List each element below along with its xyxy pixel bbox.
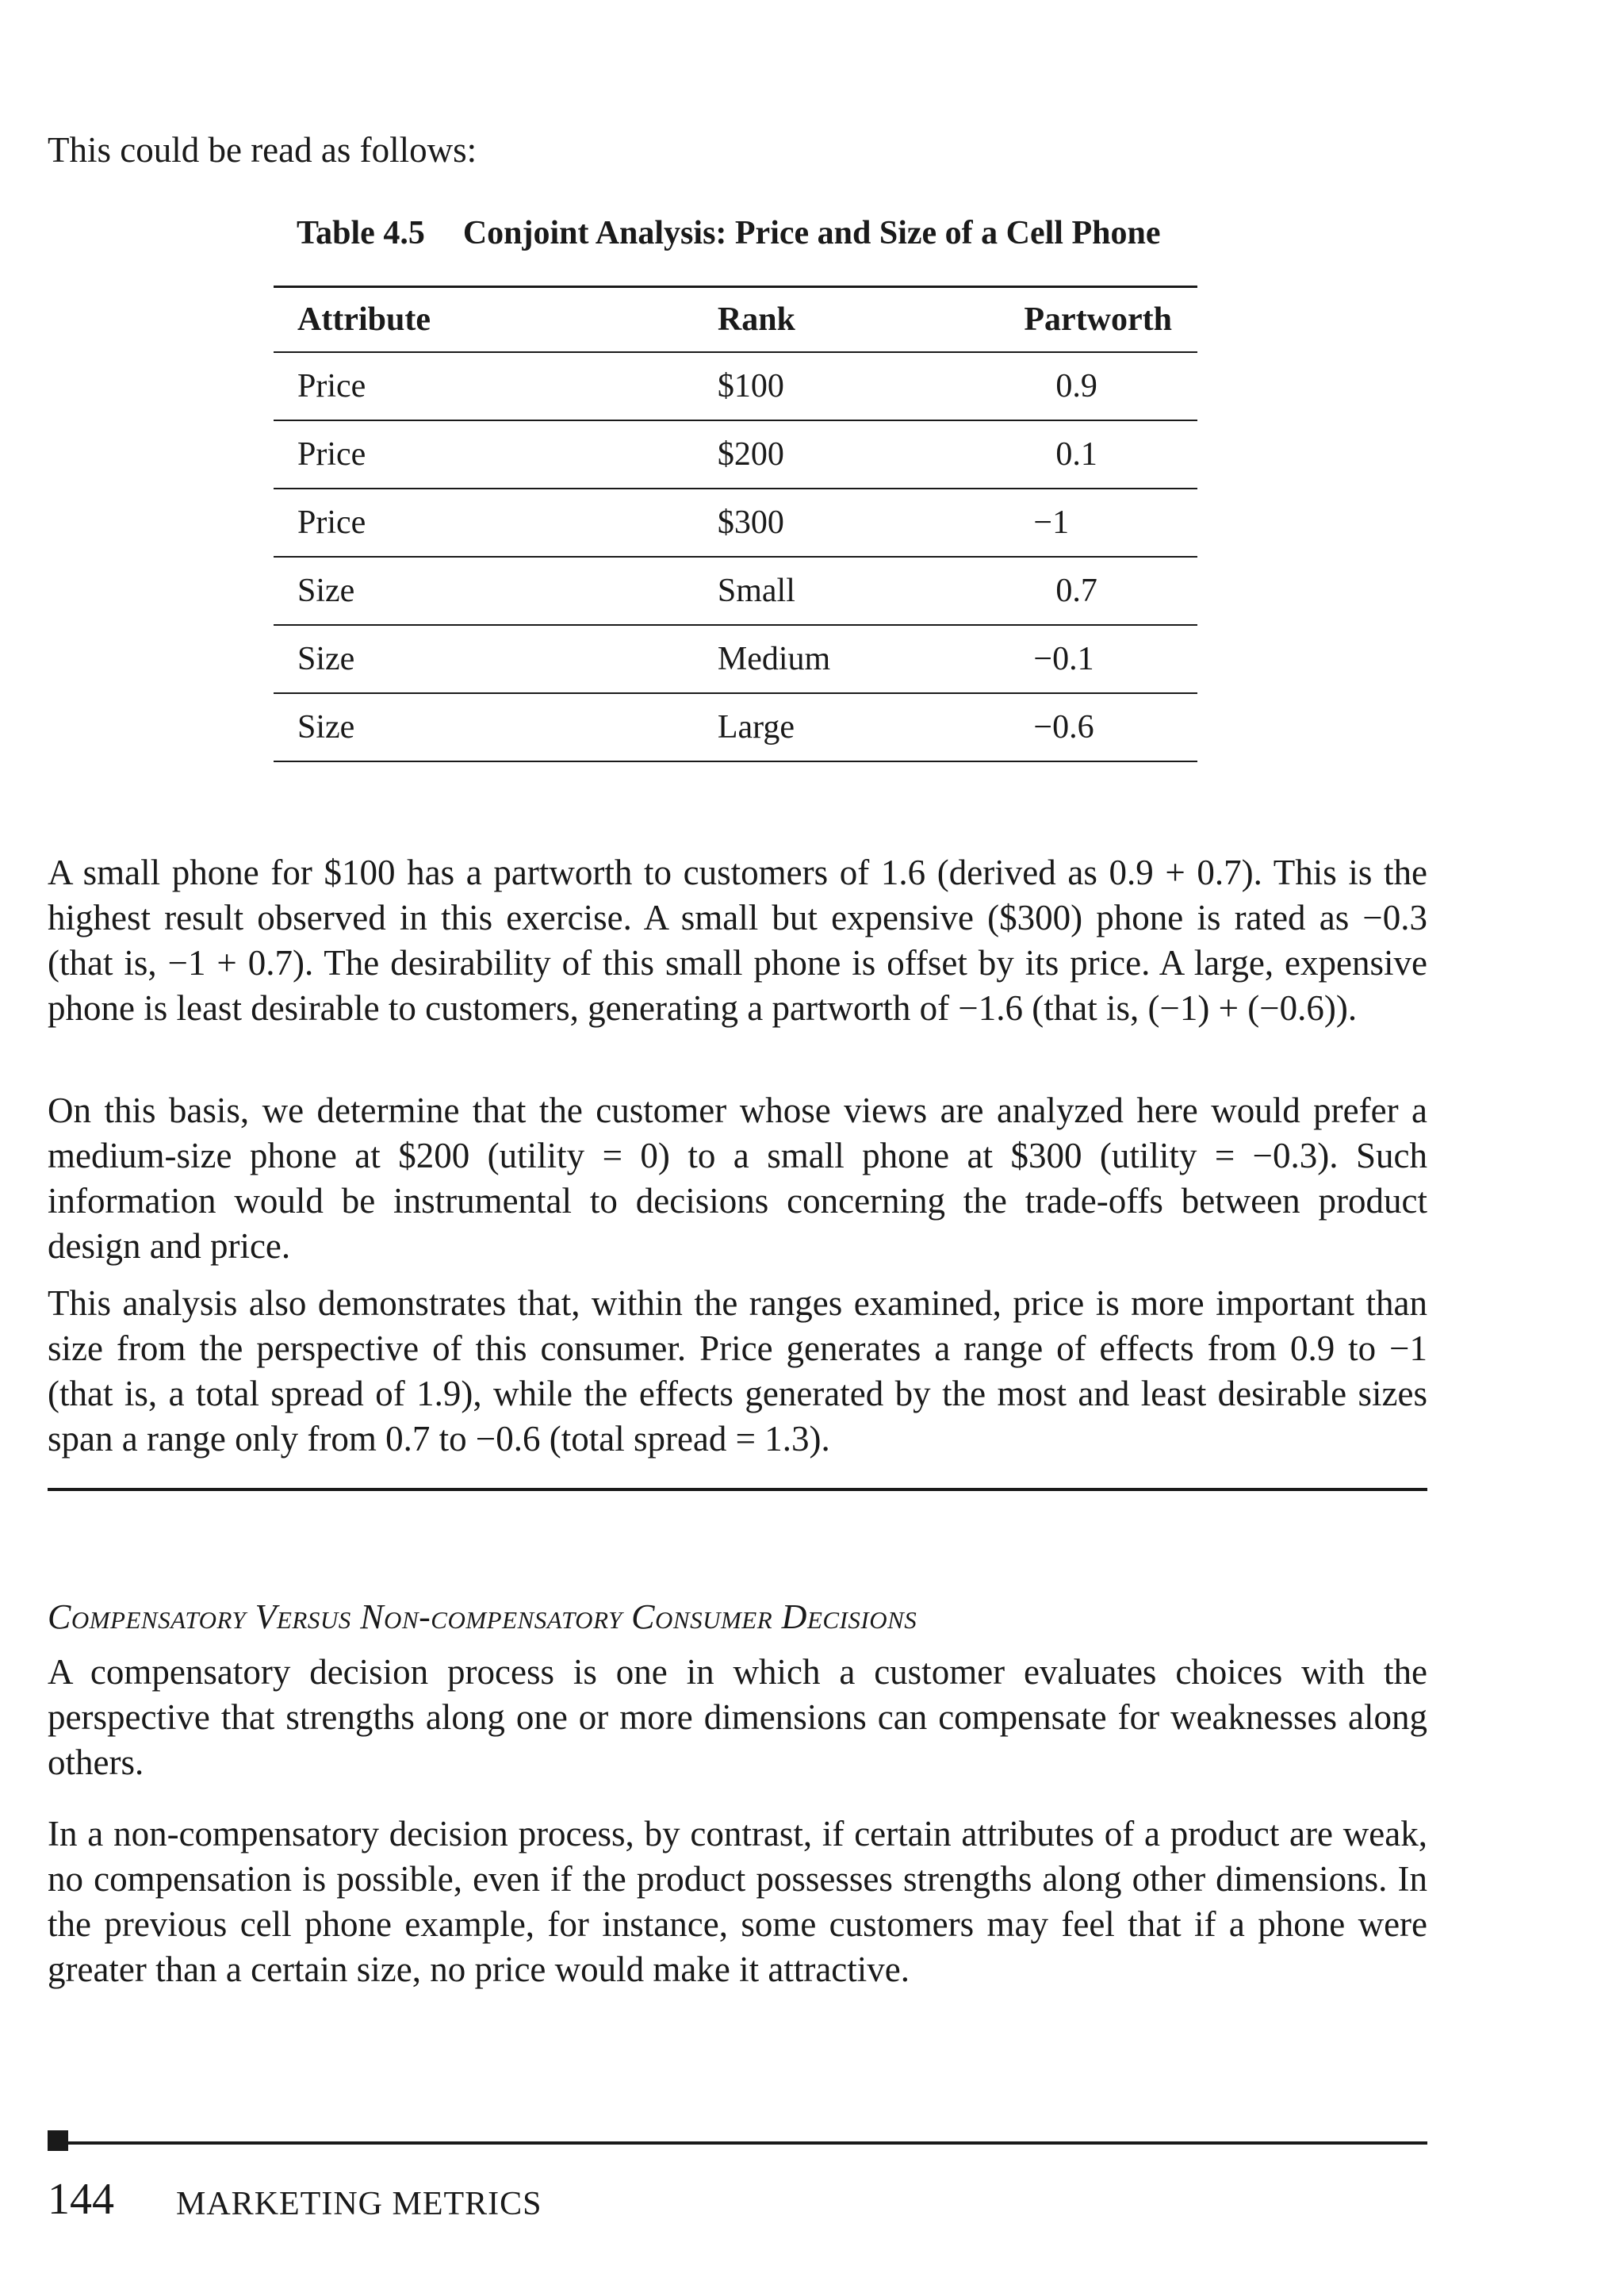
section-paragraph: In a non-compensatory decision process, by contrast, if certain attributes of a product are weak, no compensation is possible, even if the product possesses strengths along other dimensions. In the previous cell phone example, for instance, some customers may feel that if a phone were greater than a certain size, no price would make it attractive. bbox=[48, 1814, 1427, 1989]
cell-attribute: Size bbox=[274, 625, 718, 693]
cell-attribute: Size bbox=[274, 557, 718, 625]
table-row bbox=[274, 420, 1197, 489]
body-paragraph: A small phone for $100 has a partworth to customers of 1.6 (derived as 0.9 + 0.7). This is the highest result observed in this exercise. A small but expensive ($300) phone is rated as −0.3 (that is, −1 + 0.7). The desirability of this small phone is offset by its price. A large, expensive phone is least desirable to customers, generating a partworth of −1.6 (that is, (−1) + (−0.6)). bbox=[48, 853, 1427, 1028]
cell-partworth-wrap bbox=[1024, 693, 1197, 761]
cell-rank: Small bbox=[718, 557, 1025, 625]
cell-partworth: −0.6 bbox=[1033, 709, 1094, 746]
cell-partworth: −0.1 bbox=[1033, 641, 1094, 677]
section-divider bbox=[48, 1488, 1427, 1491]
column-header-partworth: Partworth bbox=[1024, 287, 1197, 353]
cell-attribute: Price bbox=[274, 420, 718, 489]
cell-rank: $100 bbox=[718, 352, 1025, 420]
table-row bbox=[274, 489, 1197, 557]
table-row bbox=[274, 352, 1197, 420]
cell-partworth-wrap bbox=[1024, 557, 1197, 625]
cell-attribute: Price bbox=[274, 489, 718, 557]
intro-text: This could be read as follows: bbox=[48, 130, 477, 170]
cell-partworth-wrap bbox=[1024, 489, 1197, 557]
cell-partworth-wrap bbox=[1024, 625, 1197, 693]
cell-partworth: 0.9 bbox=[1055, 368, 1097, 404]
cell-rank: Large bbox=[718, 693, 1025, 761]
section-heading: Compensatory Versus Non-compensatory Consumer Decisions bbox=[48, 1597, 917, 1636]
table-row bbox=[274, 693, 1197, 761]
cell-partworth-wrap bbox=[1024, 352, 1197, 420]
cell-attribute: Price bbox=[274, 352, 718, 420]
column-header-rank: Rank bbox=[718, 287, 1025, 353]
footer-marker bbox=[48, 2130, 68, 2151]
table-caption bbox=[297, 211, 1161, 255]
body-paragraph: On this basis, we determine that the customer whose views are analyzed here would prefer a medium-size phone at $200 (utility = 0) to a small phone at $300 (utility = −0.3). Such information would be instrumental to decisions concerning the trade-offs between product design and price. bbox=[48, 1091, 1427, 1266]
cell-rank: Medium bbox=[718, 625, 1025, 693]
cell-partworth-wrap bbox=[1024, 420, 1197, 489]
cell-rank: $300 bbox=[718, 489, 1025, 557]
cell-attribute: Size bbox=[274, 693, 718, 761]
footer-rule bbox=[68, 2141, 1427, 2145]
running-head: MARKETING METRICS bbox=[176, 2186, 542, 2222]
table-row bbox=[274, 557, 1197, 625]
page-number: 144 bbox=[48, 2175, 114, 2224]
table-caption-number: Table 4.5 bbox=[297, 215, 425, 251]
cell-partworth: −1 bbox=[1033, 504, 1070, 541]
table-caption-title: Conjoint Analysis: Price and Size of a Cell Phone bbox=[462, 215, 1161, 251]
table-row bbox=[274, 625, 1197, 693]
section-paragraph: A compensatory decision process is one in which a customer evaluates choices with the perspective that strengths along one or more dimensions can compensate for weaknesses along others. bbox=[48, 1652, 1427, 1782]
cell-partworth: 0.7 bbox=[1055, 573, 1097, 609]
cell-partworth: 0.1 bbox=[1055, 436, 1097, 473]
table-header-row bbox=[274, 287, 1197, 353]
column-header-attribute: Attribute bbox=[274, 287, 718, 353]
body-paragraph: This analysis also demonstrates that, within the ranges examined, price is more important than size from the perspective of this consumer. Price generates a range of effects from 0.9 to −1 (that is, a total spread of 1.9), while the effects generated by the most and least desirable sizes span a range only from 0.7 to −0.6 (total spread = 1.3). bbox=[48, 1283, 1427, 1459]
conjoint-table bbox=[274, 286, 1197, 762]
cell-rank: $200 bbox=[718, 420, 1025, 489]
